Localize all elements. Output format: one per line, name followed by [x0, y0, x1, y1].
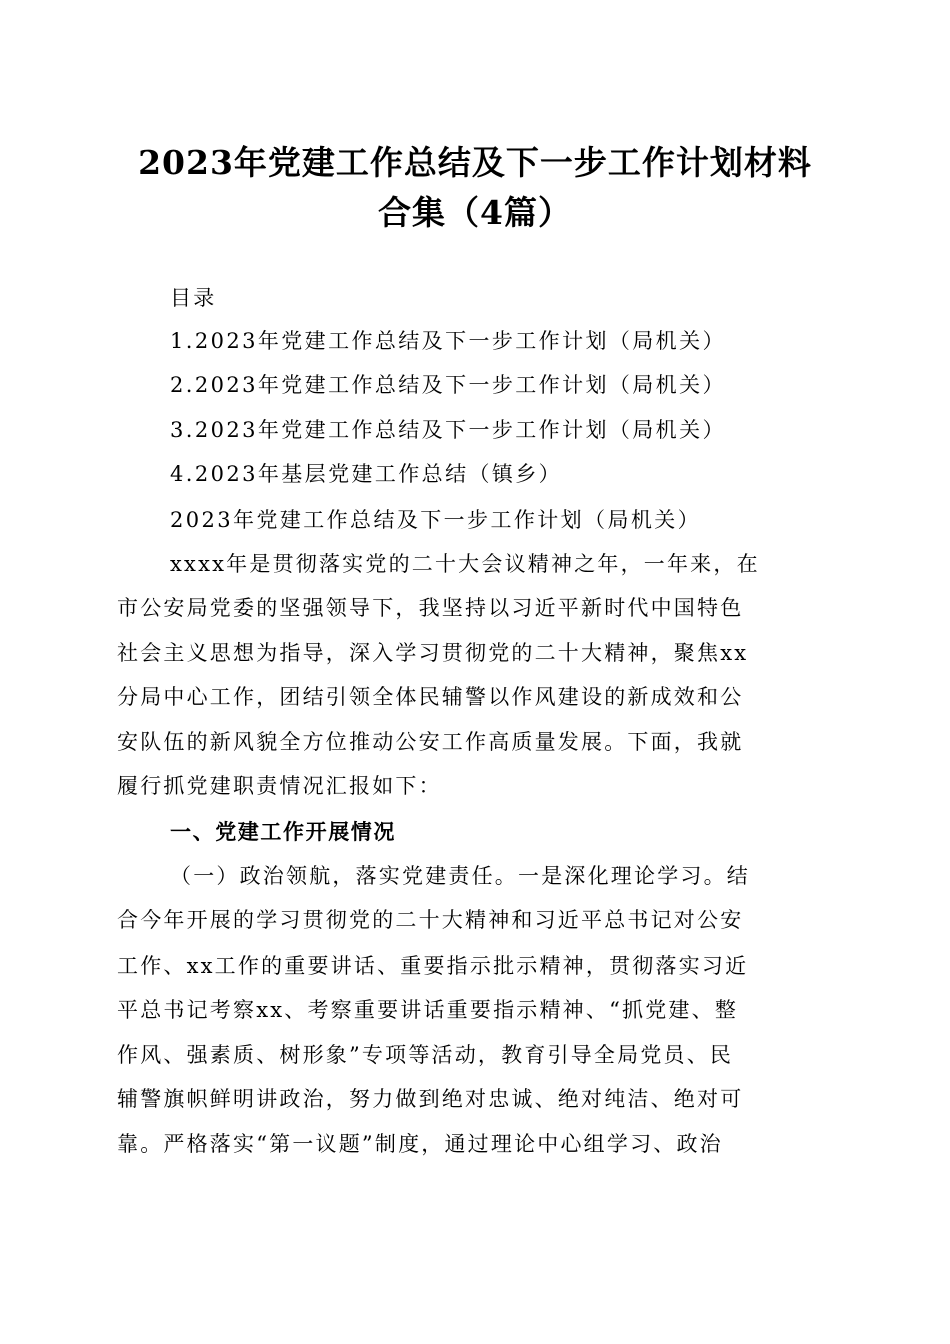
intro-line-5: 安队伍的新风貌全方位推动公安工作高质量发展。下面，我就 — [117, 730, 744, 754]
toc-heading: 目录 — [170, 286, 217, 310]
section-line-7: 靠。严格落实“第一议题”制度，通过理论中心组学习、政治 — [117, 1132, 723, 1156]
section-line-5: 作风、强素质、树形象”专项等活动，教育引导全局党员、民 — [117, 1043, 734, 1067]
section-line-2: 合今年开展的学习贯彻党的二十大精神和习近平总书记对公安 — [117, 908, 744, 932]
section-line-3: 工作、xx工作的重要讲话、重要指示批示精神，贯彻落实习近 — [117, 954, 749, 978]
section-heading: 一、党建工作开展情况 — [170, 820, 396, 844]
document-title-line-1: 2023年党建工作总结及下一步工作计划材料 — [138, 143, 812, 182]
section-line-4: 平总书记考察xx、考察重要讲话重要指示精神、“抓党建、整 — [117, 998, 739, 1022]
intro-line-4: 分局中心工作，团结引领全体民辅警以作风建设的新成效和公 — [117, 685, 744, 709]
document-title-line-2: 合集（4篇） — [378, 193, 572, 232]
toc-item-3: 3.2023年党建工作总结及下一步工作计划（局机关） — [170, 418, 726, 442]
toc-item-4: 4.2023年基层党建工作总结（镇乡） — [170, 462, 563, 486]
section-line-1: （一）政治领航，落实党建责任。一是深化理论学习。结 — [170, 864, 750, 888]
intro-line-3: 社会主义思想为指导，深入学习贯彻党的二十大精神，聚焦xx — [117, 641, 749, 665]
toc-item-1: 1.2023年党建工作总结及下一步工作计划（局机关） — [170, 329, 726, 353]
section-line-6: 辅警旗帜鲜明讲政治，努力做到绝对忠诚、绝对纯洁、绝对可 — [117, 1087, 744, 1111]
intro-line-6: 履行抓党建职责情况汇报如下： — [117, 774, 442, 798]
toc-item-2: 2.2023年党建工作总结及下一步工作计划（局机关） — [170, 373, 726, 397]
intro-line-1: xxxx年是贯彻落实党的二十大会议精神之年，一年来，在 — [170, 552, 760, 576]
article-title: 2023年党建工作总结及下一步工作计划（局机关） — [170, 508, 702, 532]
intro-line-2: 市公安局党委的坚强领导下，我坚持以习近平新时代中国特色 — [117, 596, 744, 620]
